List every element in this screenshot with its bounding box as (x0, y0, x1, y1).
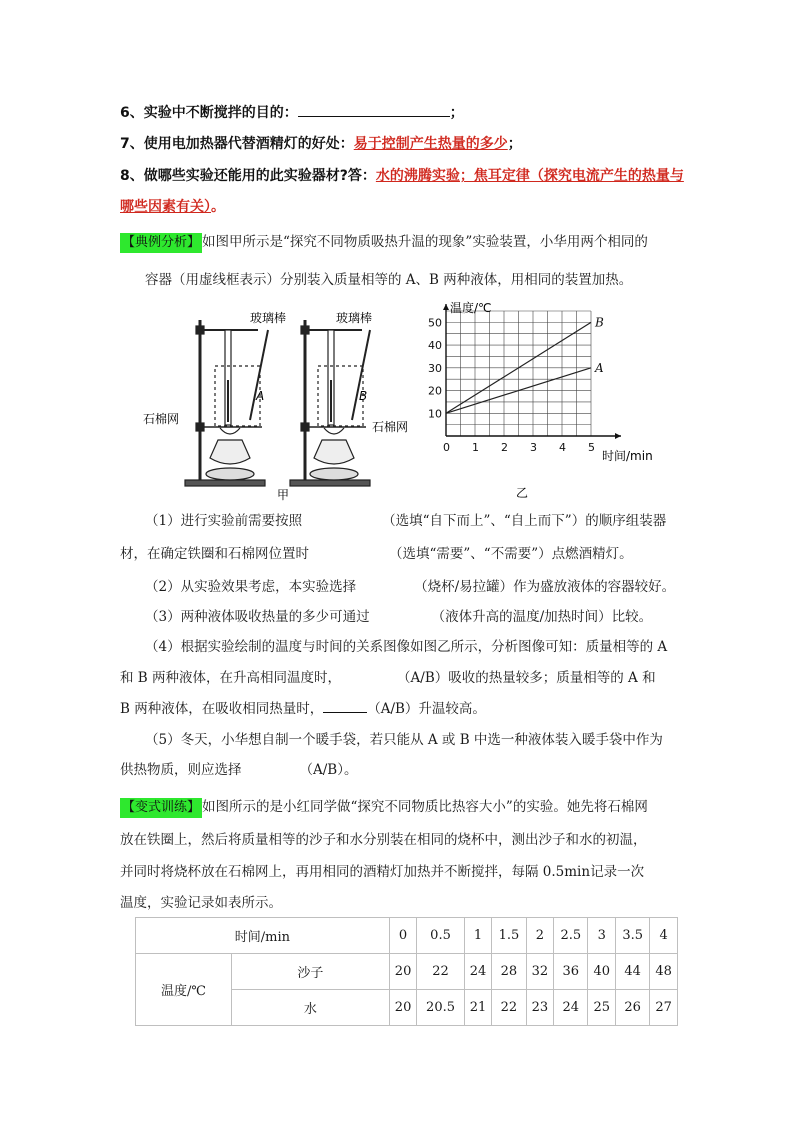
training-text: 如图所示的是小红同学做“探究不同物质比热容大小”的实验。她先将石棉网 (202, 799, 648, 815)
time-cell: 4 (650, 918, 678, 954)
y-tick-label: 20 (428, 384, 442, 398)
table-cell: 25 (588, 990, 616, 1026)
time-cell: 2.5 (554, 918, 588, 954)
x-axis-arrow (615, 433, 621, 439)
training-line2: 放在铁圈上，然后将质量相等的沙子和水分别装在相同的烧杯中，测出沙子和水的初温， (120, 832, 647, 848)
punctuation: 。 (211, 199, 225, 215)
chart-caption: 乙 (516, 486, 529, 500)
table-cell: 22 (417, 954, 464, 990)
table-cell: 26 (616, 990, 650, 1026)
part-text: （A/B）吸收的热量较多；质量相等的 A 和 (397, 670, 656, 686)
y-tick-label: 30 (428, 361, 442, 375)
burner-left (210, 440, 250, 464)
part-4-line3 (120, 698, 486, 719)
data-table (135, 917, 678, 1026)
answer-blank[interactable] (323, 698, 367, 713)
table-cell: 27 (650, 990, 678, 1026)
answer-blank[interactable] (242, 760, 300, 774)
part-5-line1: （5）冬天，小华想自制一个暖手袋，若只能从 A 或 B 中选一种液体装入暖手袋中作为 (145, 732, 663, 748)
time-header: 时间/min (136, 918, 390, 954)
part-2 (145, 577, 675, 597)
part-text: （烧杯/易拉罐）作为盛放液体的容器较好。 (414, 579, 676, 595)
table-cell: 24 (464, 954, 492, 990)
part-text: （3）两种液体吸收热量的多少可通过 (145, 609, 370, 625)
rod-label-right: 玻璃棒 (336, 311, 373, 325)
training-line3: 并同时将烧杯放在石棉网上，再用相同的酒精灯加热并不断搅拌，每隔 0.5min记录一次 (120, 864, 645, 880)
time-cell: 3 (588, 918, 616, 954)
part-text: B 两种液体，在吸收相同热量时， (120, 701, 324, 717)
answer-blank[interactable] (302, 511, 382, 525)
answer-blank[interactable] (341, 668, 397, 682)
gauze-label-right: 石棉网 (372, 420, 409, 434)
time-cell: 0 (389, 918, 417, 954)
x-tick-label: 2 (501, 441, 508, 454)
part-1-line1 (145, 511, 666, 531)
time-cell: 1.5 (492, 918, 526, 954)
training-line4: 温度，实验记录如表所示。 (120, 895, 282, 911)
part-text: （A/B）。 (299, 762, 358, 778)
clamp-right (301, 326, 309, 334)
question-8-cont (120, 197, 225, 217)
training-tag: 【变式训练】 (120, 798, 202, 818)
chart-ticks (428, 316, 595, 454)
liquid-b-label: B (359, 389, 368, 403)
part-text: （2）从实验效果考虑，本实验选择 (145, 579, 357, 595)
time-cell: 1 (464, 918, 492, 954)
table-cell: 22 (492, 990, 526, 1026)
question-7-text: 7、使用电加热器代替酒精灯的好处： (120, 136, 354, 152)
temperature-time-chart (420, 298, 670, 503)
y-tick-label: 10 (428, 407, 442, 421)
glass-rod-right (352, 330, 370, 420)
part-4-line1: （4）根据实验绘制的温度与时间的关系图像如图乙所示，分析图像可知：质量相等的 A (145, 639, 668, 655)
rod-label-left: 玻璃棒 (250, 311, 287, 325)
answer-blank[interactable] (309, 544, 389, 558)
table-cell: 23 (526, 990, 554, 1026)
example-intro-line2: 容器（用虚线框表示）分别装入质量相等的 A、B 两种液体，用相同的装置加热。 (145, 272, 633, 288)
x-tick-label: 1 (472, 441, 479, 454)
part-text: 和 B 两种液体，在升高相同温度时， (120, 670, 342, 686)
time-cell: 3.5 (616, 918, 650, 954)
part-text: （选填“需要”、“不需要”）点燃酒精灯。 (389, 546, 633, 562)
stand-base-left (185, 480, 265, 486)
training-line1 (120, 797, 648, 818)
punctuation: ； (507, 136, 522, 152)
question-7 (120, 134, 522, 154)
part-5-line2 (120, 760, 357, 780)
apparatus-figure (140, 300, 409, 502)
question-8-text: 8、做哪些实验还能用的此实验器材?答： (120, 168, 376, 184)
table-row (136, 918, 678, 954)
figure-a-caption: 甲 (277, 488, 290, 502)
answer-blank[interactable] (298, 102, 450, 117)
time-cell: 2 (526, 918, 554, 954)
table-cell: 40 (588, 954, 616, 990)
chart-x-axis-label: 时间/min (602, 449, 653, 463)
table-cell: 28 (492, 954, 526, 990)
part-text: （选填“自下而上”、“自上而下”）的顺序组装器 (382, 513, 667, 529)
x-tick-label: 5 (588, 441, 595, 454)
part-text: （1）进行实验前需要按照 (145, 513, 303, 529)
table-cell: 24 (554, 990, 588, 1026)
table-cell: 21 (464, 990, 492, 1026)
series-label-B: B (595, 315, 604, 330)
stand-base-right (290, 480, 370, 486)
table-row (136, 954, 678, 990)
part-text: 材，在确定铁圈和石棉网位置时 (120, 546, 309, 562)
x-tick-label: 4 (559, 441, 566, 454)
example-intro (120, 232, 648, 253)
table-cell: 20 (389, 990, 417, 1026)
part-text: （A/B）升温较高。 (367, 701, 486, 717)
y-axis-arrow (443, 304, 449, 310)
temperature-header: 温度/℃ (136, 954, 232, 1026)
table-cell: 36 (554, 954, 588, 990)
x-tick-label: 0 (443, 441, 450, 454)
part-text: 供热物质，则应选择 (120, 762, 242, 778)
question-6-text: 6、实验中不断搅拌的目的： (120, 105, 298, 121)
glass-rod-left (250, 330, 268, 420)
x-tick-label: 3 (530, 441, 537, 454)
example-intro-line1: 如图甲所示是“探究不同物质吸热升温的现象”实验装置，小华用两个相同的 (202, 234, 648, 250)
table-cell: 44 (616, 954, 650, 990)
table-cell: 20.5 (417, 990, 464, 1026)
row-label-sand: 沙子 (232, 954, 390, 990)
y-tick-label: 40 (428, 339, 442, 353)
burner-right (314, 440, 354, 464)
container-left (215, 366, 260, 426)
chart-series (446, 315, 604, 413)
part-4-line2 (120, 668, 656, 688)
part-text: （液体升高的温度/加热时间）比较。 (431, 609, 653, 625)
part-3 (145, 607, 652, 627)
liquid-a-label: A (256, 389, 265, 403)
question-8-answer-line1: 水的沸腾实验；焦耳定律（探究电流产生的热量与 (375, 168, 684, 184)
chart-grid (446, 311, 591, 436)
y-tick-label: 50 (428, 316, 442, 330)
example-tag: 【典例分析】 (120, 233, 202, 253)
clamp-left (196, 326, 204, 334)
question-7-answer: 易于控制产生热量的多少 (353, 136, 508, 152)
question-8-answer-line2: 哪些因素有关） (120, 199, 211, 215)
table-cell: 32 (526, 954, 554, 990)
table-cell: 20 (389, 954, 417, 990)
time-cell: 0.5 (417, 918, 464, 954)
gauze-label-left: 石棉网 (143, 412, 180, 426)
question-8 (120, 166, 684, 186)
question-6 (120, 102, 464, 123)
part-1-line2 (120, 544, 633, 564)
row-label-water: 水 (232, 990, 390, 1026)
answer-blank[interactable] (356, 577, 414, 591)
chart-y-axis-label: 温度/℃ (450, 301, 492, 315)
series-label-A: A (595, 360, 604, 375)
punctuation: ； (449, 105, 464, 121)
table-cell: 48 (650, 954, 678, 990)
answer-blank[interactable] (370, 607, 432, 621)
